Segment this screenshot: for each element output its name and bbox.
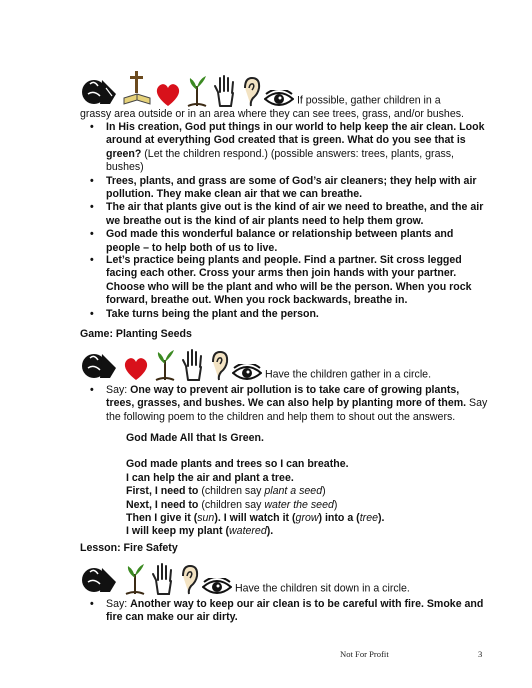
praying-hands-icon <box>80 348 120 382</box>
activity-icons-row <box>80 562 232 596</box>
heart-icon <box>154 82 182 108</box>
footer-text: Not For Profit <box>340 649 389 659</box>
praying-hands-icon <box>80 74 120 108</box>
lesson-icon-caption: Have the children sit down in a circle. <box>234 582 410 595</box>
poem-line: God made plants and trees so I can breathe. <box>126 458 349 471</box>
list-item: • Trees, plants, and grass are some of God’s air cleaners; they help with air pollution. They make clean air that we can breathe. <box>80 175 490 202</box>
ear-icon <box>240 76 262 108</box>
activity-icons-row <box>80 348 262 382</box>
eye-icon <box>232 364 262 382</box>
intro-lead-text: If possible, gather children in a <box>296 94 441 107</box>
ear-icon <box>178 564 200 596</box>
list-item: • Say: One way to prevent air pollution is to take care of growing plants, trees, grasses, and bushes. We can also help by planting more of them. Say the following poem to the children and help them to shout out the answers. <box>80 384 490 424</box>
intro-paragraph <box>80 70 490 121</box>
sprout-icon <box>122 562 148 596</box>
poem-line: Next, I need to (children say water the seed) <box>126 498 338 511</box>
game-bullet-list <box>80 384 490 424</box>
hand-icon <box>180 348 206 382</box>
hand-icon <box>212 74 238 108</box>
poem-line: I can help the air and plant a tree. <box>126 471 294 484</box>
activity-icons-row <box>80 70 294 108</box>
list-item: • Take turns being the plant and the person. <box>80 308 490 321</box>
heart-icon <box>122 356 150 382</box>
game-heading: Game: Planting Seeds <box>80 328 192 340</box>
praying-hands-icon <box>80 562 120 596</box>
lesson-heading: Lesson: Fire Safety <box>80 542 178 554</box>
poem <box>126 432 466 539</box>
lesson-bullet-list <box>80 598 490 625</box>
page-number: 3 <box>478 649 483 659</box>
list-item: • In His creation, God put things in our world to help keep the air clean. Look around at everything God created that is green. What do you see that is green? (Let the children respond.) (possible answers: trees, plants, grass, bushes) <box>80 121 490 175</box>
list-item: • Say: Another way to keep our air clean is to be careful with fire. Smoke and fire can make our air dirty. <box>80 598 490 625</box>
ear-icon <box>208 350 230 382</box>
poem-line: First, I need to (children say plant a seed) <box>126 485 326 498</box>
activity-bullet-list <box>80 254 490 321</box>
hand-icon <box>150 562 176 596</box>
eye-icon <box>264 90 294 108</box>
eye-icon <box>202 578 232 596</box>
discussion-bullet-list <box>80 121 490 255</box>
lesson-icon-row <box>80 562 490 596</box>
list-item: • The air that plants give out is the kind of air we need to breathe, and the air we breathe out is the kind of air plants need to help them grow. <box>80 201 490 228</box>
poem-line: Then I give it (sun). I will watch it (grow) into a (tree). <box>126 512 385 525</box>
bible-cross-icon <box>122 70 152 108</box>
list-item: • God made this wonderful balance or relationship between plants and people – to help both of us to live. <box>80 228 490 255</box>
list-item: • Let’s practice being plants and people. Find a partner. Sit cross legged facing each other. Cross your arms then join hands with your partner. Choose who will be the plant and who will be the person. When you rock forward, breathe out. When you rock backwards, breathe in. <box>80 254 490 308</box>
sprout-icon <box>152 348 178 382</box>
game-icon-row <box>80 348 490 382</box>
game-icon-caption: Have the children gather in a circle. <box>264 368 432 381</box>
intro-lead-continued: grassy area outside or in an area where they can see trees, grass, and/or bushes. <box>80 108 464 120</box>
poem-title: God Made All that Is Green. <box>126 432 264 444</box>
poem-line: I will keep my plant (watered). <box>126 525 274 538</box>
sprout-icon <box>184 74 210 108</box>
